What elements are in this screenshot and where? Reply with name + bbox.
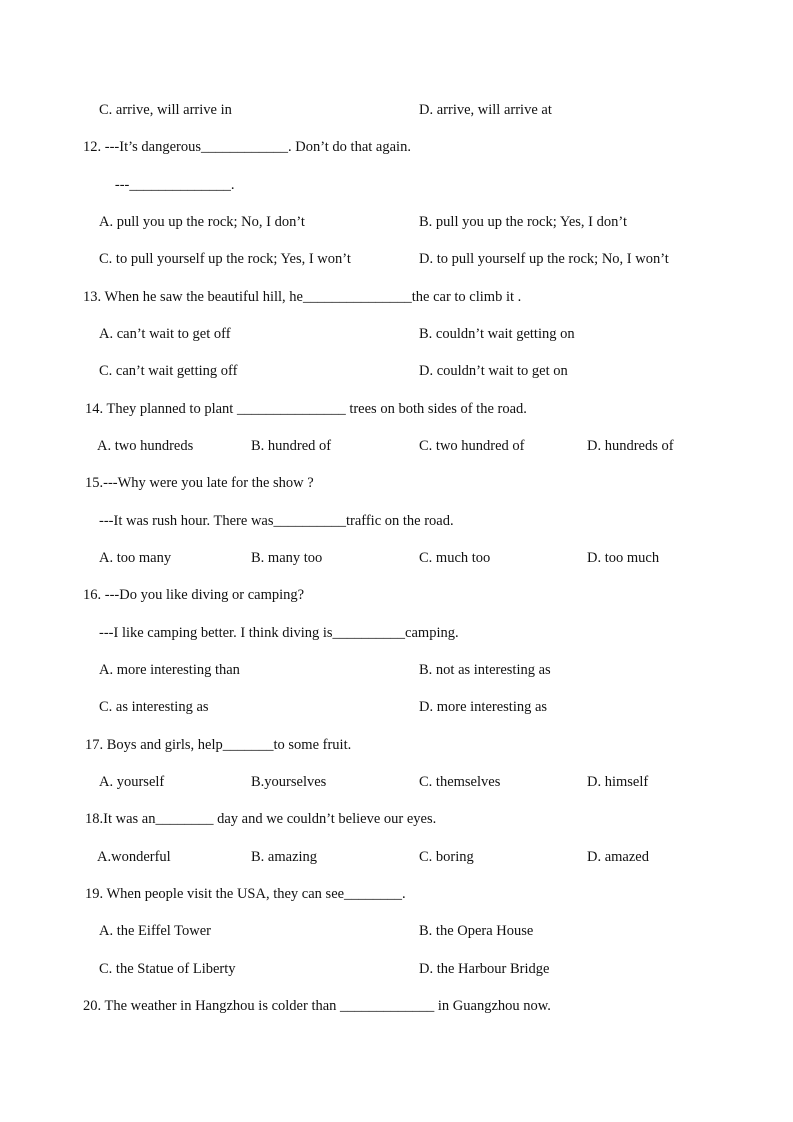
option-b: B. not as interesting as [419, 662, 551, 678]
option-b: B. amazing [251, 849, 318, 865]
option-a: A.wonderful [97, 849, 171, 865]
option-d: D. amazed [587, 849, 649, 865]
option-c: C. can’t wait getting off [99, 363, 238, 379]
option-c: C. as interesting as [99, 699, 209, 715]
option-d: D. couldn’t wait to get on [419, 363, 568, 379]
option-b: B. the Opera House [419, 923, 534, 939]
option-c: C. to pull yourself up the rock; Yes, I won’t [99, 251, 351, 267]
option-b: B. hundred of [251, 438, 332, 454]
option-c: C. arrive, will arrive in [99, 102, 232, 118]
option-c: C. much too [419, 550, 491, 566]
option-d: D. arrive, will arrive at [419, 102, 552, 118]
option-d: D. hundreds of [587, 438, 674, 454]
question-16: 16. ---Do you like diving or camping? [83, 587, 305, 603]
option-b: B. pull you up the rock; Yes, I don’t [419, 214, 627, 230]
option-b: B.yourselves [251, 774, 327, 790]
option-d: D. too much [587, 550, 660, 566]
option-a: A. can’t wait to get off [99, 326, 231, 342]
question-12: 12. ---It’s dangerous____________. Don’t do that again. [83, 139, 411, 155]
option-d: D. to pull yourself up the rock; No, I won’t [419, 251, 669, 267]
option-c: C. two hundred of [419, 438, 525, 454]
option-b: B. couldn’t wait getting on [419, 326, 575, 342]
option-d: D. more interesting as [419, 699, 548, 715]
option-d: D. the Harbour Bridge [419, 961, 550, 977]
question-17: 17. Boys and girls, help_______to some fruit. [85, 737, 352, 753]
option-c: C. the Statue of Liberty [99, 961, 236, 977]
option-c: C. boring [419, 849, 474, 865]
option-a: A. two hundreds [97, 438, 194, 454]
option-c: C. themselves [419, 774, 501, 790]
option-a: A. too many [99, 550, 172, 566]
dialogue-response: ---I like camping better. I think diving is__________camping. [99, 625, 459, 641]
question-18: 18.It was an________ day and we couldn’t believe our eyes. [85, 811, 437, 827]
question-20: 20. The weather in Hangzhou is colder than _____________ in Guangzhou now. [83, 998, 551, 1014]
option-a: A. yourself [99, 774, 165, 790]
option-a: A. pull you up the rock; No, I don’t [99, 214, 305, 230]
question-14: 14. They planned to plant _______________ trees on both sides of the road. [85, 401, 527, 417]
option-a: A. more interesting than [99, 662, 240, 678]
option-a: A. the Eiffel Tower [99, 923, 211, 939]
option-b: B. many too [251, 550, 323, 566]
question-13: 13. When he saw the beautiful hill, he_______________the car to climb it . [83, 289, 522, 305]
option-d: D. himself [587, 774, 649, 790]
question-19: 19. When people visit the USA, they can see________. [85, 886, 406, 902]
dialogue-response: ---______________. [104, 177, 235, 193]
dialogue-response: ---It was rush hour. There was__________traffic on the road. [99, 513, 454, 529]
question-15: 15.---Why were you late for the show ? [85, 475, 314, 491]
